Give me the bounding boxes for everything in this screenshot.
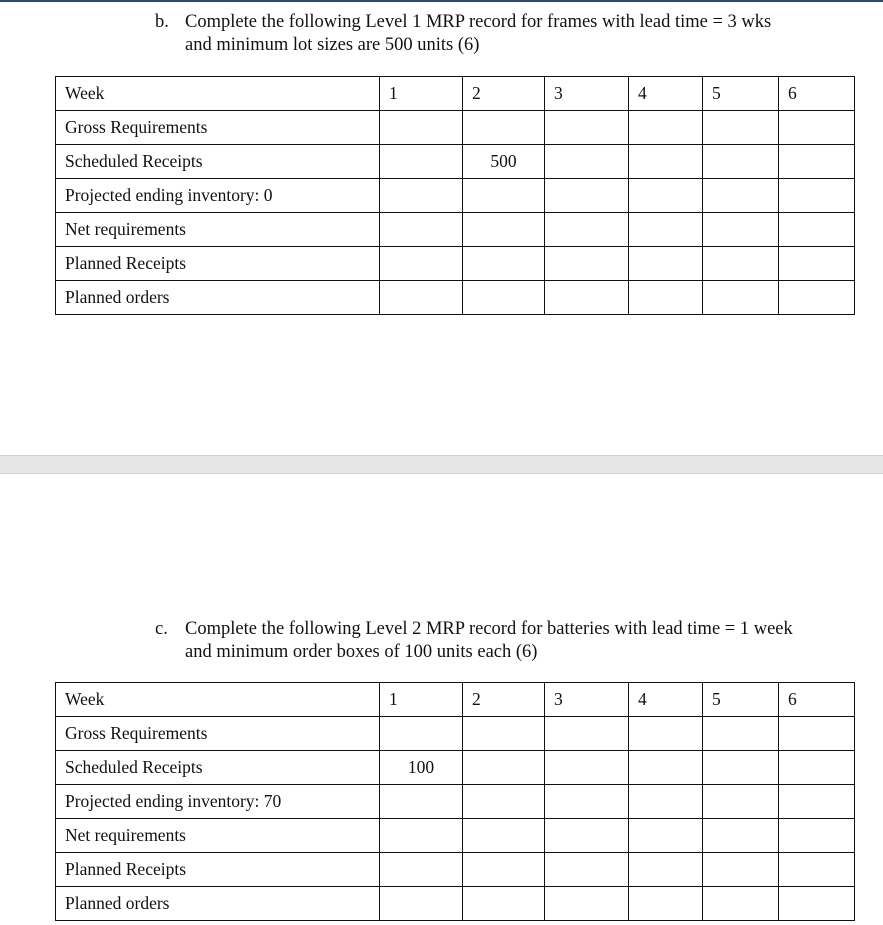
- table-row: [56, 853, 855, 887]
- table-cell[interactable]: [779, 853, 855, 887]
- table-cell[interactable]: [380, 887, 463, 921]
- table-cell[interactable]: [545, 751, 629, 785]
- table-cell[interactable]: [629, 819, 703, 853]
- table-cell[interactable]: [703, 785, 779, 819]
- table-row: [56, 887, 855, 921]
- question-b-line1: Complete the following Level 1 MRP record for frames with lead time = 3 wks: [185, 12, 772, 32]
- table-cell[interactable]: [380, 717, 463, 751]
- table-cell[interactable]: [380, 785, 463, 819]
- table-row: [56, 213, 855, 247]
- week-4: 4: [629, 683, 703, 717]
- week-3: 3: [545, 77, 629, 111]
- table-row: [56, 179, 855, 213]
- table-cell[interactable]: [380, 853, 463, 887]
- table-cell[interactable]: [703, 179, 779, 213]
- table-cell[interactable]: [703, 281, 779, 315]
- table-cell[interactable]: [779, 179, 855, 213]
- table-row: [56, 785, 855, 819]
- table-row: [56, 247, 855, 281]
- table-cell[interactable]: [779, 111, 855, 145]
- table-cell[interactable]: [779, 145, 855, 179]
- table-cell[interactable]: [545, 213, 629, 247]
- table-cell[interactable]: [545, 887, 629, 921]
- table-row: [56, 111, 855, 145]
- table-cell[interactable]: [463, 179, 545, 213]
- row-label-projected-ending-inventory: Projected ending inventory: 70: [56, 785, 380, 819]
- week-5: 5: [703, 77, 779, 111]
- table-cell[interactable]: [463, 281, 545, 315]
- week-header-row: [56, 683, 855, 717]
- table-cell[interactable]: [463, 751, 545, 785]
- table-cell[interactable]: [463, 785, 545, 819]
- table-cell[interactable]: [703, 751, 779, 785]
- table-cell[interactable]: [380, 179, 463, 213]
- table-cell[interactable]: [779, 819, 855, 853]
- table-row: [56, 751, 855, 785]
- row-label-planned-orders: Planned orders: [56, 887, 380, 921]
- table-cell[interactable]: [779, 281, 855, 315]
- question-c-text: [185, 618, 793, 664]
- table-cell[interactable]: [629, 281, 703, 315]
- question-c-line1: Complete the following Level 2 MRP record for batteries with lead time = 1 week: [185, 619, 793, 639]
- page-separator: [0, 455, 883, 474]
- question-c-line2: and minimum order boxes of 100 units each (6): [185, 642, 538, 662]
- question-c-marker: c.: [155, 619, 168, 639]
- table-cell[interactable]: [779, 213, 855, 247]
- table-cell[interactable]: [545, 717, 629, 751]
- table-row: [56, 145, 855, 179]
- table-cell[interactable]: [629, 785, 703, 819]
- row-label-scheduled-receipts: Scheduled Receipts: [56, 145, 380, 179]
- table-cell[interactable]: [545, 785, 629, 819]
- row-label-net-requirements: Net requirements: [56, 819, 380, 853]
- table-cell[interactable]: [545, 281, 629, 315]
- table-cell[interactable]: [629, 853, 703, 887]
- week-6: 6: [779, 683, 855, 717]
- table-cell[interactable]: [545, 853, 629, 887]
- mrp-table-batteries: [55, 682, 855, 921]
- table-cell[interactable]: [703, 887, 779, 921]
- table-cell[interactable]: [629, 179, 703, 213]
- table-cell[interactable]: [703, 213, 779, 247]
- table-cell[interactable]: [703, 717, 779, 751]
- table-cell[interactable]: 500: [463, 145, 545, 179]
- table-cell[interactable]: [703, 247, 779, 281]
- table-cell[interactable]: [779, 247, 855, 281]
- table-cell[interactable]: [779, 785, 855, 819]
- table-cell[interactable]: [629, 145, 703, 179]
- table-cell[interactable]: [703, 111, 779, 145]
- table-cell[interactable]: [463, 717, 545, 751]
- mrp-table-frames: [55, 76, 855, 315]
- table-cell[interactable]: [629, 111, 703, 145]
- table-cell[interactable]: [779, 751, 855, 785]
- week-header-label: Week: [56, 683, 380, 717]
- table-cell[interactable]: [380, 145, 463, 179]
- row-label-planned-receipts: Planned Receipts: [56, 247, 380, 281]
- table-cell[interactable]: [545, 819, 629, 853]
- table-cell[interactable]: [545, 111, 629, 145]
- table-cell[interactable]: [380, 281, 463, 315]
- row-label-planned-receipts: Planned Receipts: [56, 853, 380, 887]
- week-3: 3: [545, 683, 629, 717]
- table-cell[interactable]: [463, 213, 545, 247]
- table-cell[interactable]: [380, 213, 463, 247]
- table-cell[interactable]: [380, 247, 463, 281]
- table-cell[interactable]: [380, 819, 463, 853]
- table-cell[interactable]: [629, 717, 703, 751]
- table-cell[interactable]: [463, 853, 545, 887]
- row-label-scheduled-receipts: Scheduled Receipts: [56, 751, 380, 785]
- table-cell[interactable]: [629, 751, 703, 785]
- week-1: 1: [380, 683, 463, 717]
- week-header-label: Week: [56, 77, 380, 111]
- table-cell[interactable]: [629, 887, 703, 921]
- table-row: [56, 819, 855, 853]
- table-cell[interactable]: [629, 247, 703, 281]
- table-cell[interactable]: [463, 247, 545, 281]
- table-cell[interactable]: [463, 111, 545, 145]
- table-cell[interactable]: 100: [380, 751, 463, 785]
- week-header-row: [56, 77, 855, 111]
- row-label-gross-requirements: Gross Requirements: [56, 717, 380, 751]
- question-b-text: [185, 11, 771, 57]
- table-cell[interactable]: [779, 887, 855, 921]
- row-label-gross-requirements: Gross Requirements: [56, 111, 380, 145]
- week-1: 1: [380, 77, 463, 111]
- table-cell[interactable]: [463, 819, 545, 853]
- row-label-projected-ending-inventory: Projected ending inventory: 0: [56, 179, 380, 213]
- table-cell[interactable]: [545, 247, 629, 281]
- table-cell[interactable]: [703, 145, 779, 179]
- week-6: 6: [779, 77, 855, 111]
- table-cell[interactable]: [703, 853, 779, 887]
- top-border: [0, 0, 883, 2]
- table-cell[interactable]: [463, 887, 545, 921]
- table-cell[interactable]: [629, 213, 703, 247]
- table-cell[interactable]: [545, 179, 629, 213]
- row-label-planned-orders: Planned orders: [56, 281, 380, 315]
- table-cell[interactable]: [380, 111, 463, 145]
- week-5: 5: [703, 683, 779, 717]
- table-cell[interactable]: [779, 717, 855, 751]
- table-cell[interactable]: [545, 145, 629, 179]
- week-2: 2: [463, 683, 545, 717]
- table-cell[interactable]: [703, 819, 779, 853]
- row-label-net-requirements: Net requirements: [56, 213, 380, 247]
- week-2: 2: [463, 77, 545, 111]
- table-row: [56, 281, 855, 315]
- week-4: 4: [629, 77, 703, 111]
- question-b-line2: and minimum lot sizes are 500 units (6): [185, 35, 480, 55]
- table-row: [56, 717, 855, 751]
- question-b-marker: b.: [155, 12, 169, 32]
